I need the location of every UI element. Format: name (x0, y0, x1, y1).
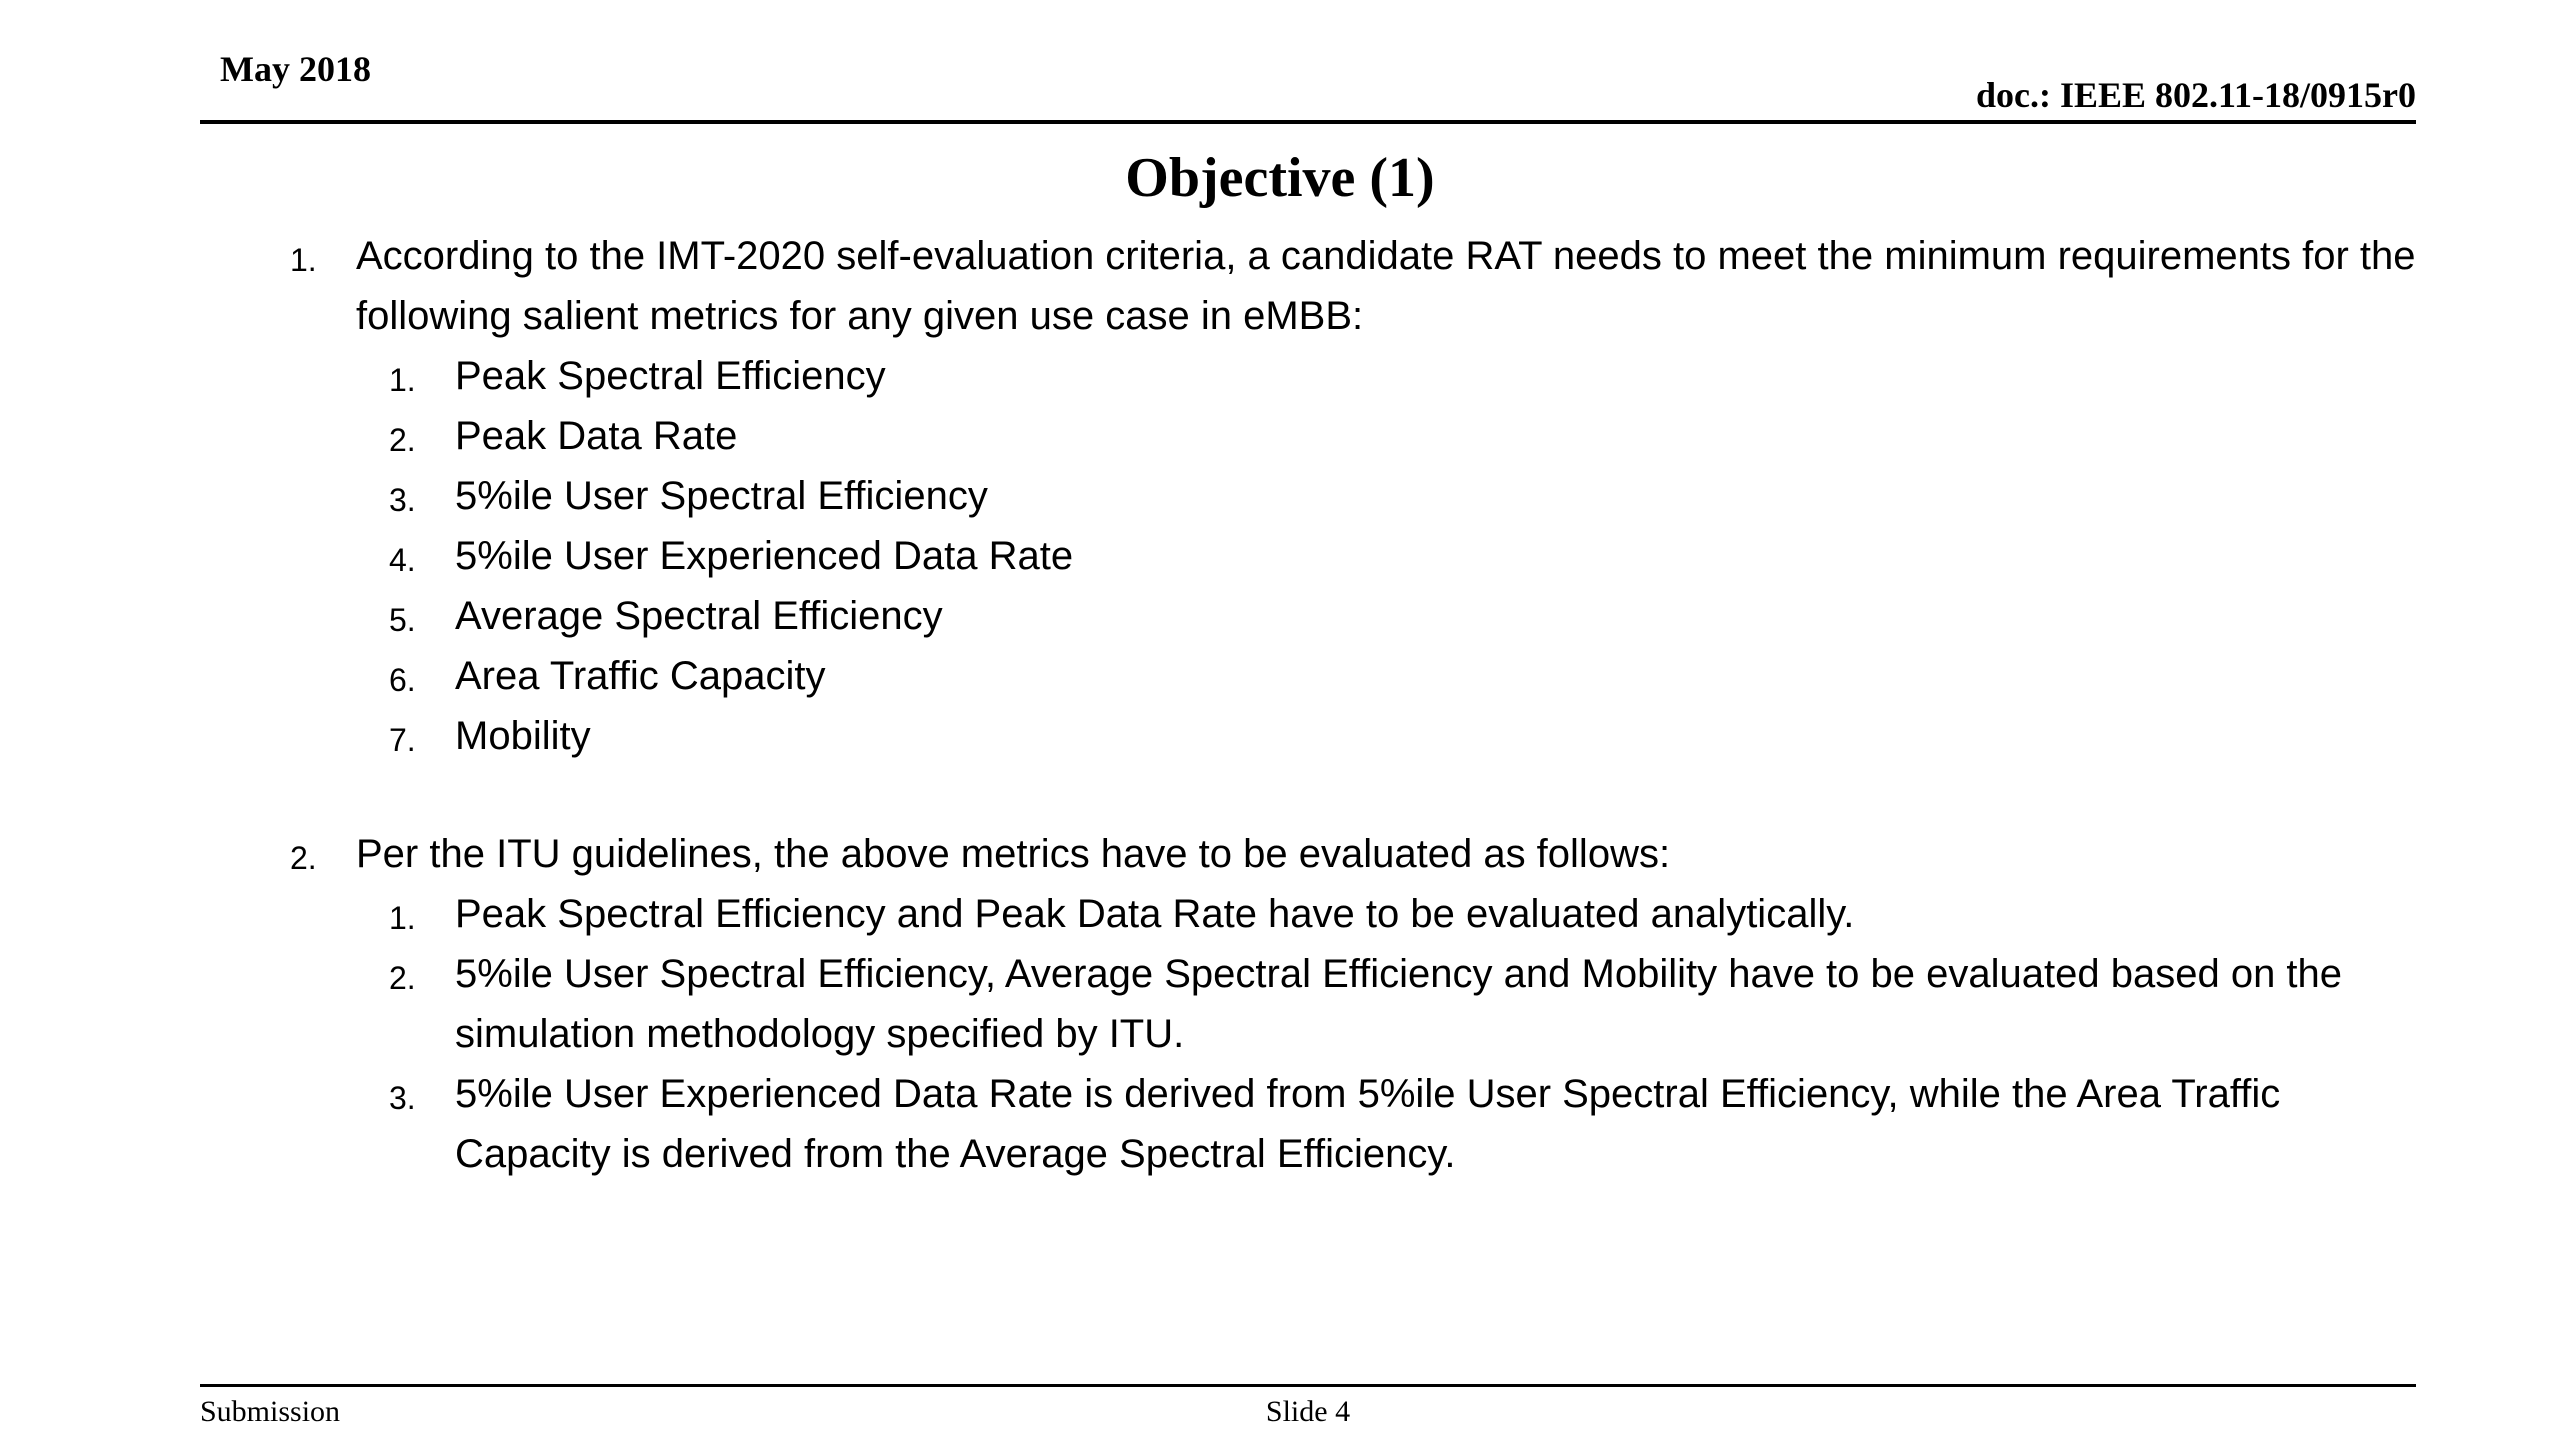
sub-list-item: Peak Spectral Efficiency and Peak Data Rate have to be evaluated analytically. (455, 892, 1855, 936)
list-item (290, 824, 2425, 1184)
main-list (290, 226, 2425, 1184)
sub-list-item: Mobility (455, 714, 591, 758)
slide-footer (200, 1384, 2416, 1428)
slide-header (200, 48, 2416, 124)
sub-list-item: Area Traffic Capacity (455, 654, 826, 698)
sub-list-item: Peak Data Rate (455, 414, 738, 458)
sub-list-item: Average Spectral Efficiency (455, 594, 943, 638)
sub-list (389, 346, 2425, 766)
slide-body (290, 226, 2425, 1184)
sub-list-item: 5%ile User Spectral Efficiency (455, 474, 988, 518)
sub-list-item: Peak Spectral Efficiency (455, 354, 886, 398)
list-item-text: Per the ITU guidelines, the above metrics have to be evaluated as follows: (356, 832, 1671, 876)
header-doc-number: doc.: IEEE 802.11-18/0915r0 (1975, 75, 2416, 115)
list-item-text: According to the IMT-2020 self-evaluation criteria, a candidate RAT needs to meet the minimum requirements for the following salient metrics for any given use case in eMBB: (356, 234, 2416, 338)
sub-list-item: 5%ile User Spectral Efficiency, Average Spectral Efficiency and Mobility have to be evaluated based on the simulation methodology specified by ITU. (455, 952, 2343, 1056)
sub-list-item: 5%ile User Experienced Data Rate (455, 534, 1074, 578)
list-item (290, 226, 2425, 766)
slide-title: Objective (1) (1125, 147, 1435, 209)
footer-slide-number: Slide 4 (1265, 1395, 1351, 1428)
sub-list-item: 5%ile User Experienced Data Rate is derived from 5%ile User Spectral Efficiency, while the Area Traffic Capacity is derived from the Average Spectral Efficiency. (455, 1072, 2281, 1176)
header-date: May 2018 (220, 49, 371, 89)
footer-submission-label: Submission (200, 1395, 341, 1428)
sub-list (389, 884, 2425, 1184)
